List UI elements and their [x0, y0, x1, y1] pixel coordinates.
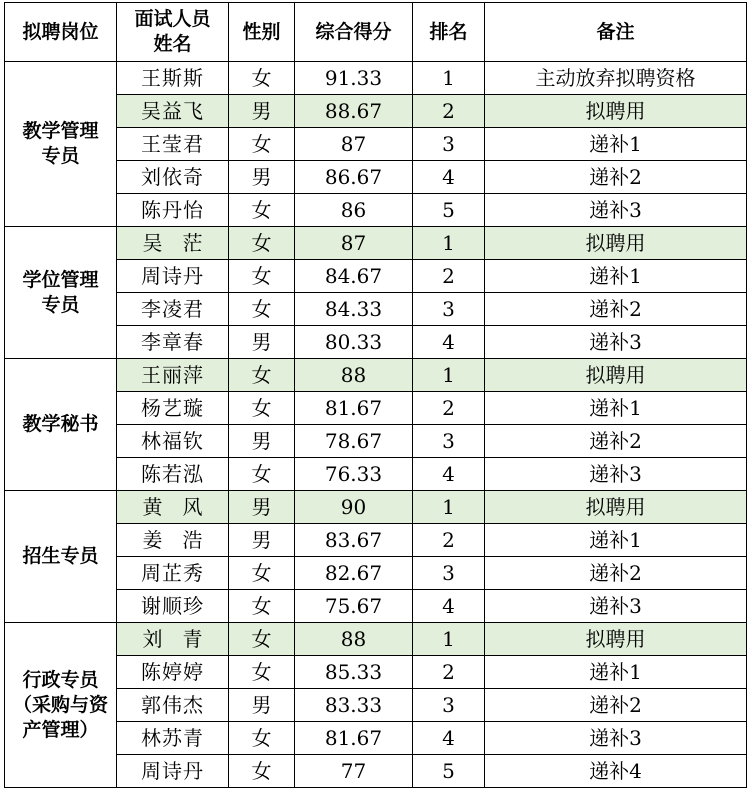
rank-cell: 1: [413, 491, 485, 524]
table-row: [5, 458, 747, 491]
gender-cell: 女: [229, 260, 295, 293]
note-cell: 递补2: [485, 557, 747, 590]
score-cell: 83.33: [295, 689, 413, 722]
name-cell: 黄 风: [117, 491, 229, 524]
name-cell: 吴 茫: [117, 227, 229, 260]
score-cell: 87: [295, 128, 413, 161]
gender-cell: 女: [229, 359, 295, 392]
header-post: 拟聘岗位: [5, 3, 117, 62]
score-cell: 80.33: [295, 326, 413, 359]
rank-cell: 2: [413, 656, 485, 689]
name-cell: 谢顺珍: [117, 590, 229, 623]
rank-cell: 3: [413, 293, 485, 326]
table-body: [5, 62, 747, 788]
note-cell: 递补1: [485, 656, 747, 689]
rank-cell: 2: [413, 524, 485, 557]
score-cell: 86: [295, 194, 413, 227]
rank-cell: 2: [413, 392, 485, 425]
note-cell: 拟聘用: [485, 623, 747, 656]
name-cell: 周诗丹: [117, 755, 229, 788]
score-cell: 81.67: [295, 722, 413, 755]
score-cell: 83.67: [295, 524, 413, 557]
note-cell: 递补4: [485, 755, 747, 788]
gender-cell: 男: [229, 689, 295, 722]
note-cell: 递补1: [485, 524, 747, 557]
score-cell: 82.67: [295, 557, 413, 590]
post-cell: 招生专员: [5, 491, 117, 623]
score-cell: 78.67: [295, 425, 413, 458]
post-cell: 教学管理 专员: [5, 62, 117, 227]
gender-cell: 男: [229, 425, 295, 458]
table-row: [5, 425, 747, 458]
rank-cell: 1: [413, 359, 485, 392]
header-row: [5, 3, 747, 62]
table-row: [5, 590, 747, 623]
note-cell: 递补1: [485, 392, 747, 425]
gender-cell: 女: [229, 392, 295, 425]
rank-cell: 1: [413, 623, 485, 656]
gender-cell: 女: [229, 557, 295, 590]
table-row: [5, 491, 747, 524]
score-cell: 76.33: [295, 458, 413, 491]
name-cell: 杨艺璇: [117, 392, 229, 425]
note-cell: 递补2: [485, 293, 747, 326]
name-cell: 王丽萍: [117, 359, 229, 392]
score-cell: 85.33: [295, 656, 413, 689]
table-row: [5, 95, 747, 128]
rank-cell: 4: [413, 590, 485, 623]
rank-cell: 4: [413, 722, 485, 755]
table-header: [5, 3, 747, 62]
gender-cell: 女: [229, 458, 295, 491]
score-cell: 84.33: [295, 293, 413, 326]
score-cell: 86.67: [295, 161, 413, 194]
table-row: [5, 524, 747, 557]
gender-cell: 女: [229, 293, 295, 326]
gender-cell: 女: [229, 656, 295, 689]
note-cell: 拟聘用: [485, 227, 747, 260]
score-cell: 90: [295, 491, 413, 524]
gender-cell: 男: [229, 524, 295, 557]
note-cell: 递补3: [485, 458, 747, 491]
table-row: [5, 227, 747, 260]
score-cell: 91.33: [295, 62, 413, 95]
rank-cell: 2: [413, 260, 485, 293]
gender-cell: 女: [229, 62, 295, 95]
header-gender: 性别: [229, 3, 295, 62]
results-table: [4, 2, 747, 788]
rank-cell: 4: [413, 161, 485, 194]
name-cell: 刘依奇: [117, 161, 229, 194]
name-cell: 林福钦: [117, 425, 229, 458]
rank-cell: 3: [413, 689, 485, 722]
gender-cell: 男: [229, 161, 295, 194]
note-cell: 递补2: [485, 161, 747, 194]
header-score: 综合得分: [295, 3, 413, 62]
gender-cell: 男: [229, 326, 295, 359]
name-cell: 陈婷婷: [117, 656, 229, 689]
note-cell: 递补3: [485, 590, 747, 623]
table-row: [5, 392, 747, 425]
rank-cell: 2: [413, 95, 485, 128]
gender-cell: 女: [229, 227, 295, 260]
gender-cell: 女: [229, 194, 295, 227]
name-cell: 吴益飞: [117, 95, 229, 128]
note-cell: 递补2: [485, 425, 747, 458]
table-row: [5, 293, 747, 326]
name-cell: 周芷秀: [117, 557, 229, 590]
note-cell: 递补3: [485, 722, 747, 755]
note-cell: 递补3: [485, 326, 747, 359]
table-row: [5, 260, 747, 293]
rank-cell: 4: [413, 326, 485, 359]
note-cell: 拟聘用: [485, 491, 747, 524]
name-cell: 陈若泓: [117, 458, 229, 491]
table-row: [5, 656, 747, 689]
post-cell: 教学秘书: [5, 359, 117, 491]
gender-cell: 女: [229, 128, 295, 161]
note-cell: 递补3: [485, 194, 747, 227]
note-cell: 拟聘用: [485, 95, 747, 128]
rank-cell: 5: [413, 194, 485, 227]
gender-cell: 女: [229, 755, 295, 788]
score-cell: 81.67: [295, 392, 413, 425]
table-row: [5, 557, 747, 590]
rank-cell: 3: [413, 128, 485, 161]
rank-cell: 4: [413, 458, 485, 491]
rank-cell: 3: [413, 557, 485, 590]
table-row: [5, 326, 747, 359]
gender-cell: 女: [229, 623, 295, 656]
rank-cell: 1: [413, 227, 485, 260]
gender-cell: 男: [229, 95, 295, 128]
name-cell: 周诗丹: [117, 260, 229, 293]
note-cell: 递补1: [485, 260, 747, 293]
header-note: 备注: [485, 3, 747, 62]
table-row: [5, 623, 747, 656]
name-cell: 王莹君: [117, 128, 229, 161]
gender-cell: 男: [229, 491, 295, 524]
name-cell: 姜 浩: [117, 524, 229, 557]
table-row: [5, 359, 747, 392]
name-cell: 李凌君: [117, 293, 229, 326]
gender-cell: 女: [229, 590, 295, 623]
table-row: [5, 755, 747, 788]
note-cell: 拟聘用: [485, 359, 747, 392]
rank-cell: 5: [413, 755, 485, 788]
score-cell: 75.67: [295, 590, 413, 623]
gender-cell: 女: [229, 722, 295, 755]
name-cell: 王斯斯: [117, 62, 229, 95]
name-cell: 刘 青: [117, 623, 229, 656]
post-cell: 学位管理 专员: [5, 227, 117, 359]
table-row: [5, 722, 747, 755]
name-cell: 郭伟杰: [117, 689, 229, 722]
header-name: 面试人员 姓名: [117, 3, 229, 62]
header-rank: 排名: [413, 3, 485, 62]
post-cell: 行政专员 （采购与资 产管理）: [5, 623, 117, 788]
score-cell: 84.67: [295, 260, 413, 293]
table-row: [5, 689, 747, 722]
rank-cell: 3: [413, 425, 485, 458]
note-cell: 递补2: [485, 689, 747, 722]
name-cell: 林苏青: [117, 722, 229, 755]
note-cell: 递补1: [485, 128, 747, 161]
score-cell: 88: [295, 623, 413, 656]
table-row: [5, 128, 747, 161]
name-cell: 陈丹怡: [117, 194, 229, 227]
score-cell: 87: [295, 227, 413, 260]
table-row: [5, 161, 747, 194]
note-cell: 主动放弃拟聘资格: [485, 62, 747, 95]
name-cell: 李章春: [117, 326, 229, 359]
rank-cell: 1: [413, 62, 485, 95]
score-cell: 88: [295, 359, 413, 392]
score-cell: 88.67: [295, 95, 413, 128]
score-cell: 77: [295, 755, 413, 788]
table-row: [5, 62, 747, 95]
table-row: [5, 194, 747, 227]
